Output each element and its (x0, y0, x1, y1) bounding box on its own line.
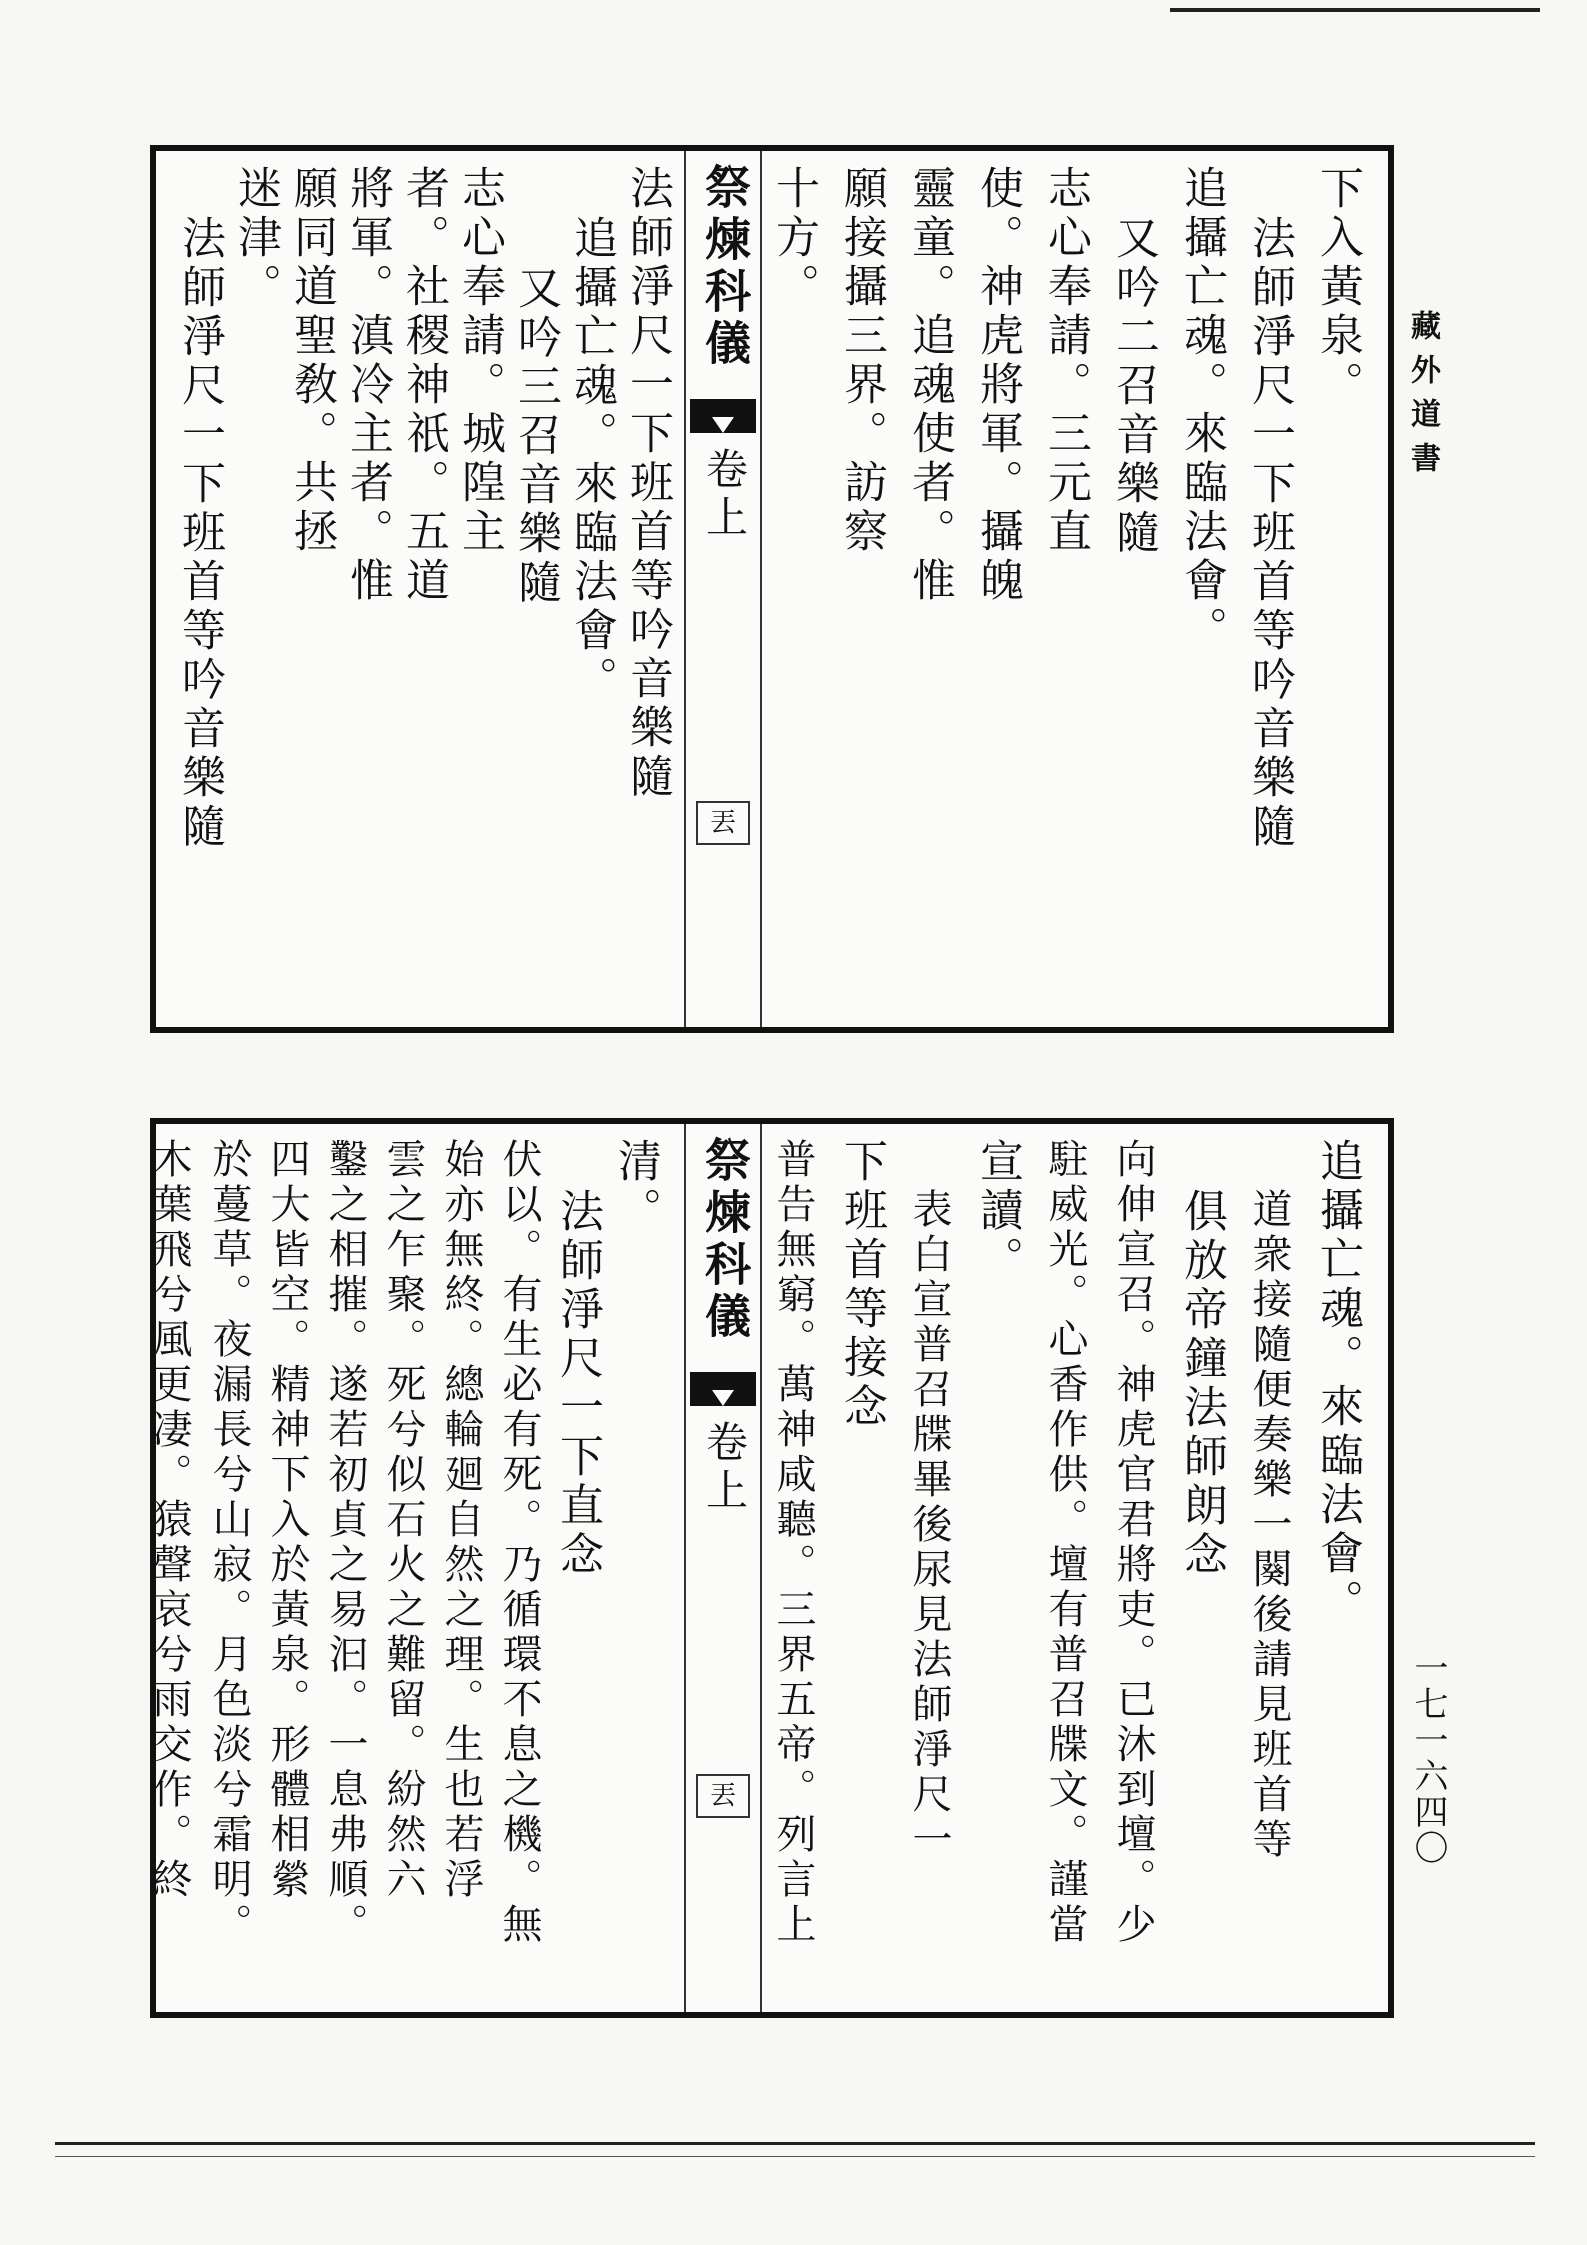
text-column: 又吟三召音樂隨 (510, 265, 561, 608)
text-column: 迷津。 (230, 165, 281, 312)
page-panel-upper (150, 145, 1394, 1033)
text-column: 十方。 (768, 165, 819, 312)
text-column: 法師淨尺一下班首等吟音樂隨 (174, 215, 225, 852)
text-column: 願接攝三界。訪察 (836, 165, 887, 557)
text-column: 普告無窮。萬神咸聽。三界五帝。列言上 (770, 1138, 816, 1948)
text-column: 表白宣普召牒畢後尿見法師淨尺一 (906, 1188, 952, 1863)
text-column: 道衆接隨便奏樂一闋後請見班首等 (1246, 1188, 1292, 1863)
fish-tail-mark (690, 399, 756, 433)
center-title: 祭煉科儀 (698, 1136, 752, 1344)
text-column: 向伸宣召。神虎官君將吏。已沐到壇。少 (1110, 1138, 1156, 1948)
center-volume: 卷上 (700, 1420, 749, 1516)
text-column: 木葉飛兮風更凄。猿聲哀兮雨交作。終 (146, 1138, 192, 1903)
center-fold-column (684, 151, 762, 1027)
text-column: 法師淨尺一下班首等吟音樂隨 (622, 165, 673, 802)
text-column: 四大皆空。精神下入於黃泉。形體相縈 (264, 1138, 310, 1903)
text-column: 於蔓草。夜漏長兮山寂。月色淡兮霜明。 (206, 1138, 252, 1948)
center-title: 祭煉科儀 (698, 163, 752, 371)
text-column: 駐威光。心香作供。壇有普召牒文。謹當 (1042, 1138, 1088, 1948)
text-column: 下入黃泉。 (1312, 165, 1363, 410)
text-column: 志心奉請。三元直 (1040, 165, 1091, 557)
center-volume: 卷上 (700, 447, 749, 543)
page-panel-lower (146, 1118, 1394, 2018)
text-column: 使。神虎將軍。攝魄 (972, 165, 1023, 606)
text-column: 法師淨尺一下直念 (552, 1188, 603, 1580)
text-column: 下班首等接念 (836, 1138, 887, 1432)
text-column: 伏以。有生必有死。乃循環不息之機。無 (496, 1138, 542, 1948)
text-column: 願同道聖敎。共拯 (286, 165, 337, 557)
fish-tail-mark (690, 1372, 756, 1406)
bottom-rule-thin (55, 2156, 1535, 2157)
top-rule (1170, 8, 1540, 12)
leaf-number: 丟 (696, 801, 750, 845)
series-title: 藏外道書 (1405, 310, 1440, 486)
text-column: 者。社稷神祇。五道 (398, 165, 449, 606)
text-column: 清。 (610, 1138, 661, 1236)
text-column: 法師淨尺一下班首等吟音樂隨 (1244, 215, 1295, 852)
text-column: 俱放帝鐘法師朗念 (1176, 1188, 1227, 1580)
text-column: 志心奉請。城隍主 (454, 165, 505, 557)
text-column: 鑿之相摧。遂若初貞之易汩。一息弗順。 (322, 1138, 368, 1948)
page-number: 一七一六四〇 (1408, 1650, 1448, 1866)
text-column: 追攝亡魂。來臨法會。 (1312, 1138, 1363, 1628)
text-column: 將軍。滇冷主者。惟 (342, 165, 393, 606)
text-column: 雲之乍聚。死兮似石火之難留。紛然六 (380, 1138, 426, 1903)
bottom-rule (55, 2142, 1535, 2145)
text-column: 追攝亡魂。來臨法會。 (566, 215, 617, 705)
text-column: 靈童。追魂使者。惟 (904, 165, 955, 606)
text-column: 追攝亡魂。來臨法會。 (1176, 165, 1227, 655)
text-column: 又吟二召音樂隨 (1108, 215, 1159, 558)
leaf-number: 丟 (696, 1774, 750, 1818)
text-column: 始亦無終。總輪廻自然之理。生也若浮 (438, 1138, 484, 1903)
center-fold-column (684, 1124, 762, 2012)
text-column: 宣讀。 (972, 1138, 1023, 1285)
